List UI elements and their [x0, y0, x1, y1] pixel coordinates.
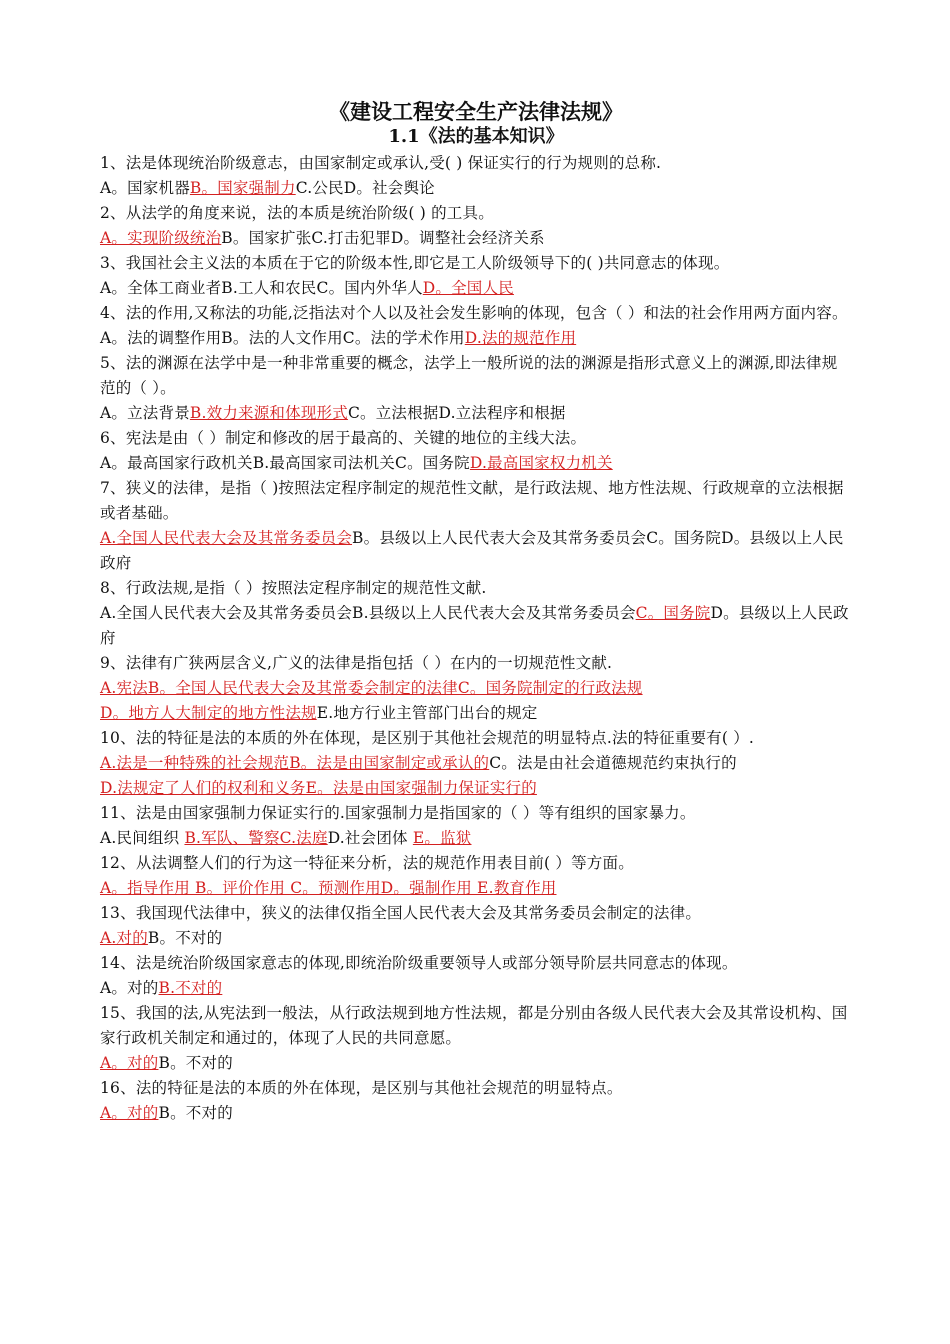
question-line — [100, 951, 852, 976]
text-segment: C。法是由社会道德规范约束执行的 — [489, 754, 737, 772]
question-line — [100, 801, 852, 826]
text-segment: 4、法的作用,又称法的功能,泛指法对个人以及社会发生影响的体现，包含（ ）和法的社会作用两方面内容。 — [100, 304, 848, 322]
text-segment: 3、我国社会主义法的本质在于它的阶级本性,即它是工人阶级领导下的( )共同意志的体现。 — [100, 254, 730, 272]
question-line — [100, 251, 852, 276]
answer-options-line — [100, 1051, 852, 1076]
answer-options-line — [100, 876, 852, 901]
text-segment: A.民间组织 — [100, 829, 185, 847]
answer-options-line — [100, 976, 852, 1001]
text-segment: 2、从法学的角度来说，法的本质是统治阶级( ) 的工具。 — [100, 204, 494, 222]
answer-options-line — [100, 701, 852, 726]
answer-options-line — [100, 751, 852, 776]
text-segment: 11、法是由国家强制力保证实行的.国家强制力是指国家的（ ）等有组织的国家暴力。 — [100, 804, 696, 822]
answer-options-line — [100, 601, 852, 651]
document-body — [100, 98, 852, 1126]
text-segment: 14、法是统治阶级国家意志的体现,即统治阶级重要领导人或部分领导阶层共同意志的体现。 — [100, 954, 738, 972]
correct-answer-text: A.全国人民代表大会及其常务委员会 — [100, 529, 353, 547]
question-line — [100, 726, 852, 751]
question-line — [100, 426, 852, 451]
question-line — [100, 151, 852, 176]
correct-answer-text: A。指导作用 B。评价作用 C。预测作用D。强制作用 E.教育作用 — [100, 879, 557, 897]
text-segment: B。不对的 — [158, 1054, 233, 1072]
answer-options-line — [100, 326, 852, 351]
text-segment: 13、我国现代法律中，狭义的法律仅指全国人民代表大会及其常务委员会制定的法律。 — [100, 904, 702, 922]
correct-answer-text: B.效力来源和体现形式 — [189, 404, 348, 422]
correct-answer-text: C。国务院 — [635, 604, 711, 622]
text-segment: 6、宪法是由（ ）制定和修改的居于最高的、关键的地位的主线大法。 — [100, 429, 587, 447]
text-segment: B。国家扩张C.打击犯罪D。调整社会经济关系 — [221, 229, 545, 247]
question-list — [100, 151, 852, 1126]
text-segment: B。不对的 — [147, 929, 223, 947]
correct-answer-text: A.宪法B。全国人民代表大会及其常委会制定的法律C。国务院制定的行政法规 — [100, 679, 643, 697]
text-segment: 7、狭义的法律，是指（ )按照法定程序制定的规范性文献，是行政法规、地方性法规、行政规章的立法根据或者基础。 — [100, 479, 844, 522]
text-segment: A。立法背景 — [100, 404, 190, 422]
text-segment: 1、法是体现统治阶级意志，由国家制定或承认,受( ) 保证实行的行为规则的总称. — [100, 154, 662, 172]
question-line — [100, 1001, 852, 1051]
text-segment: 8、行政法规,是指（ ）按照法定程序制定的规范性文献. — [100, 579, 487, 597]
text-segment: B。县级以上人民代表大会及其常务委员会C。国务院D。县级以上人民政府 — [100, 529, 844, 572]
text-segment: A.全国人民代表大会及其常务委员会B.县级以上人民代表大会及其常务委员会 — [100, 604, 636, 622]
answer-options-line — [100, 276, 852, 301]
question-line — [100, 651, 852, 676]
answer-options-line — [100, 401, 852, 426]
text-segment: 9、法律有广狭两层含义,广义的法律是指包括（ ）在内的一切规范性文献. — [100, 654, 613, 672]
text-segment: A。最高国家行政机关B.最高国家司法机关C。国务院 — [100, 454, 470, 472]
text-segment: A。全体工商业者B.工人和农民C。国内外华人 — [100, 279, 423, 297]
document-title: 《建设工程安全生产法律法规》 — [329, 99, 623, 124]
correct-answer-text: A.对的 — [100, 929, 148, 947]
correct-answer-text: A.法是一种特殊的社会规范B。法是由国家制定或承认的 — [100, 754, 490, 772]
correct-answer-text: A。对的 — [100, 1054, 159, 1072]
answer-options-line — [100, 526, 852, 576]
text-segment: C.公民D。社会舆论 — [295, 179, 435, 197]
answer-options-line — [100, 226, 852, 251]
correct-answer-text: E。监狱 — [412, 829, 472, 847]
text-segment: D。县级以上人民政府 — [100, 604, 849, 647]
correct-answer-text: D。全国人民 — [422, 279, 514, 297]
text-segment: D.社会团体 — [327, 829, 413, 847]
question-line — [100, 476, 852, 526]
text-segment: 16、法的特征是法的本质的外在体现，是区别与其他社会规范的明显特点。 — [100, 1079, 623, 1097]
text-segment: A。国家机器 — [100, 179, 190, 197]
question-line — [100, 351, 852, 401]
answer-options-line — [100, 451, 852, 476]
correct-answer-text: B。国家强制力 — [189, 179, 296, 197]
section-title: 1.1《法的基本知识》 — [388, 126, 564, 147]
question-line — [100, 201, 852, 226]
question-line — [100, 1076, 852, 1101]
text-segment: 15、我国的法,从宪法到一般法，从行政法规到地方性法规，都是分别由各级人民代表大会及其常设机构、国家行政机关制定和通过的，体现了人民的共同意愿。 — [100, 1004, 848, 1047]
answer-options-line — [100, 826, 852, 851]
correct-answer-text: B.军队、警察C.法庭 — [184, 829, 328, 847]
text-segment: B。不对的 — [158, 1104, 233, 1122]
correct-answer-text: B.不对的 — [158, 979, 223, 997]
correct-answer-text: A。实现阶级统治 — [100, 229, 222, 247]
text-segment: A。法的调整作用B。法的人文作用C。法的学术作用 — [100, 329, 465, 347]
text-segment: 5、法的渊源在法学中是一种非常重要的概念，法学上一般所说的法的渊源是指形式意义上的渊源,即法律规范的（ ）。 — [100, 354, 838, 397]
correct-answer-text: A。对的 — [100, 1104, 159, 1122]
question-line — [100, 851, 852, 876]
text-segment: A。对的 — [100, 979, 159, 997]
question-line — [100, 301, 852, 326]
answer-options-line — [100, 1101, 852, 1126]
correct-answer-text: D。地方人大制定的地方性法规 — [100, 704, 317, 722]
text-segment: 12、从法调整人们的行为这一特征来分析，法的规范作用表目前( ）等方面。 — [100, 854, 634, 872]
correct-answer-text: D.最高国家权力机关 — [469, 454, 613, 472]
answer-options-line — [100, 676, 852, 701]
correct-answer-text: D.法的规范作用 — [464, 329, 577, 347]
text-segment: E.地方行业主管部门出台的规定 — [316, 704, 538, 722]
text-segment: 10、法的特征是法的本质的外在体现，是区别于其他社会规范的明显特点.法的特征重要有( ）. — [100, 729, 755, 747]
answer-options-line — [100, 926, 852, 951]
question-line — [100, 901, 852, 926]
correct-answer-text: D.法规定了人们的权利和义务E。法是由国家强制力保证实行的 — [100, 779, 537, 797]
question-line — [100, 576, 852, 601]
answer-options-line — [100, 176, 852, 201]
answer-options-line — [100, 776, 852, 801]
text-segment: C。立法根据D.立法程序和根据 — [347, 404, 566, 422]
